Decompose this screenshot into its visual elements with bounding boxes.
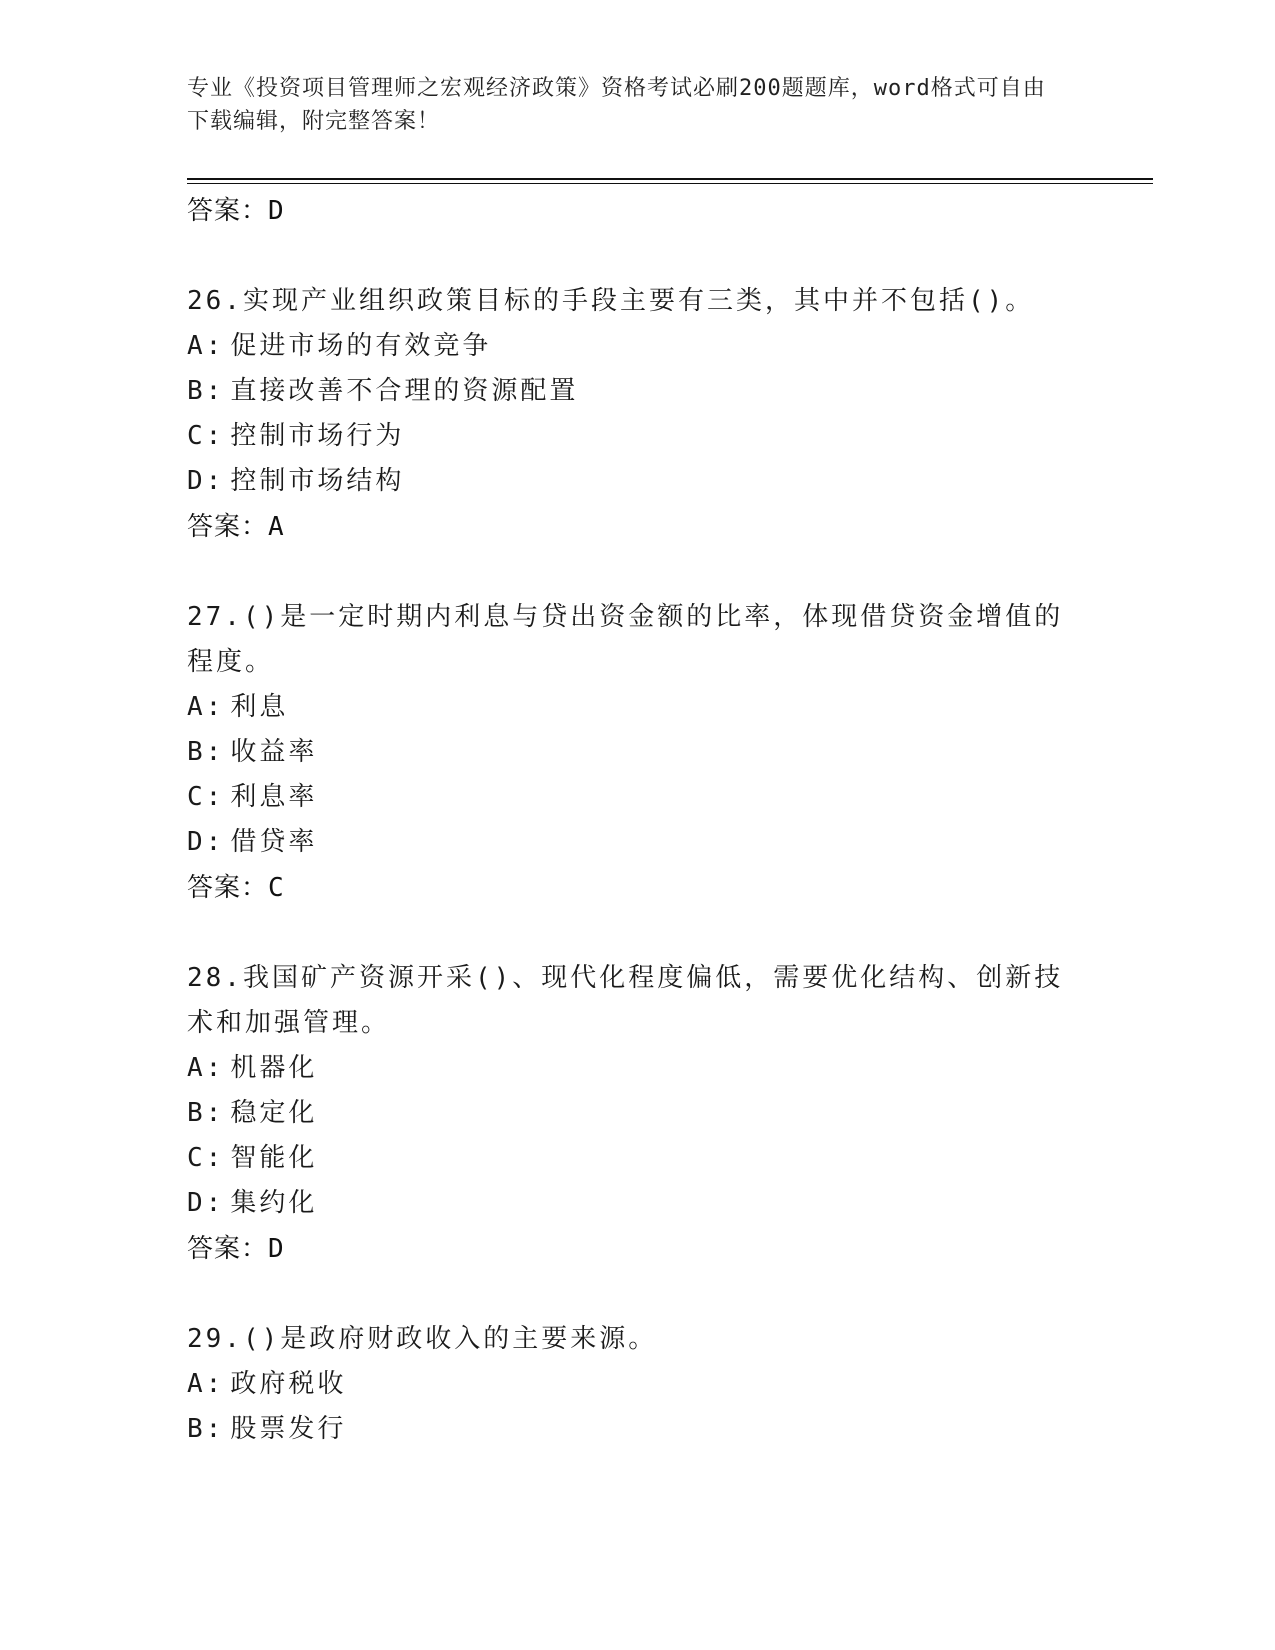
question-text: 29.()是政府财政收入的主要来源。 [187,1324,658,1354]
option-d: D: 控制市场结构 [187,466,405,496]
option-a: A: 政府税收 [187,1369,347,1399]
answer-line: 答案：D [187,196,285,226]
option-b: B: 直接改善不合理的资源配置 [187,376,579,406]
question-text: 28.我国矿产资源开采()、现代化程度偏低，需要优化结构、创新技术和加强管理。 [187,963,1064,1038]
option-c: C: 智能化 [187,1143,318,1173]
option-b: B: 收益率 [187,737,318,767]
option-d: D: 集约化 [187,1188,318,1218]
question-list [187,188,1087,1452]
option-b: B: 股票发行 [187,1414,347,1444]
document-header: 专业《投资项目管理师之宏观经济政策》资格考试必刷200题题库，word格式可自由下载编辑，附完整答案！ [187,76,1046,134]
option-a: A: 促进市场的有效竞争 [187,331,492,361]
question-text: 27.()是一定时期内利息与贷出资金额的比率，体现借贷资金增值的程度。 [187,602,1064,677]
header-rule-thick [187,178,1153,180]
question-block [187,1317,1087,1452]
question-block [187,279,1087,550]
option-c: C: 控制市场行为 [187,421,405,451]
header-rule-thin [187,183,1153,184]
question-block [187,956,1087,1272]
option-a: A: 利息 [187,692,289,722]
option-c: C: 利息率 [187,782,318,812]
answer-line: 答案：C [187,873,285,903]
answer-line: 答案：A [187,512,285,542]
option-b: B: 稳定化 [187,1098,318,1128]
option-d: D: 借贷率 [187,827,318,857]
question-block [187,595,1087,911]
option-a: A: 机器化 [187,1053,318,1083]
question-text: 26.实现产业组织政策目标的手段主要有三类，其中并不包括()。 [187,286,1035,316]
answer-line: 答案：D [187,1234,285,1264]
